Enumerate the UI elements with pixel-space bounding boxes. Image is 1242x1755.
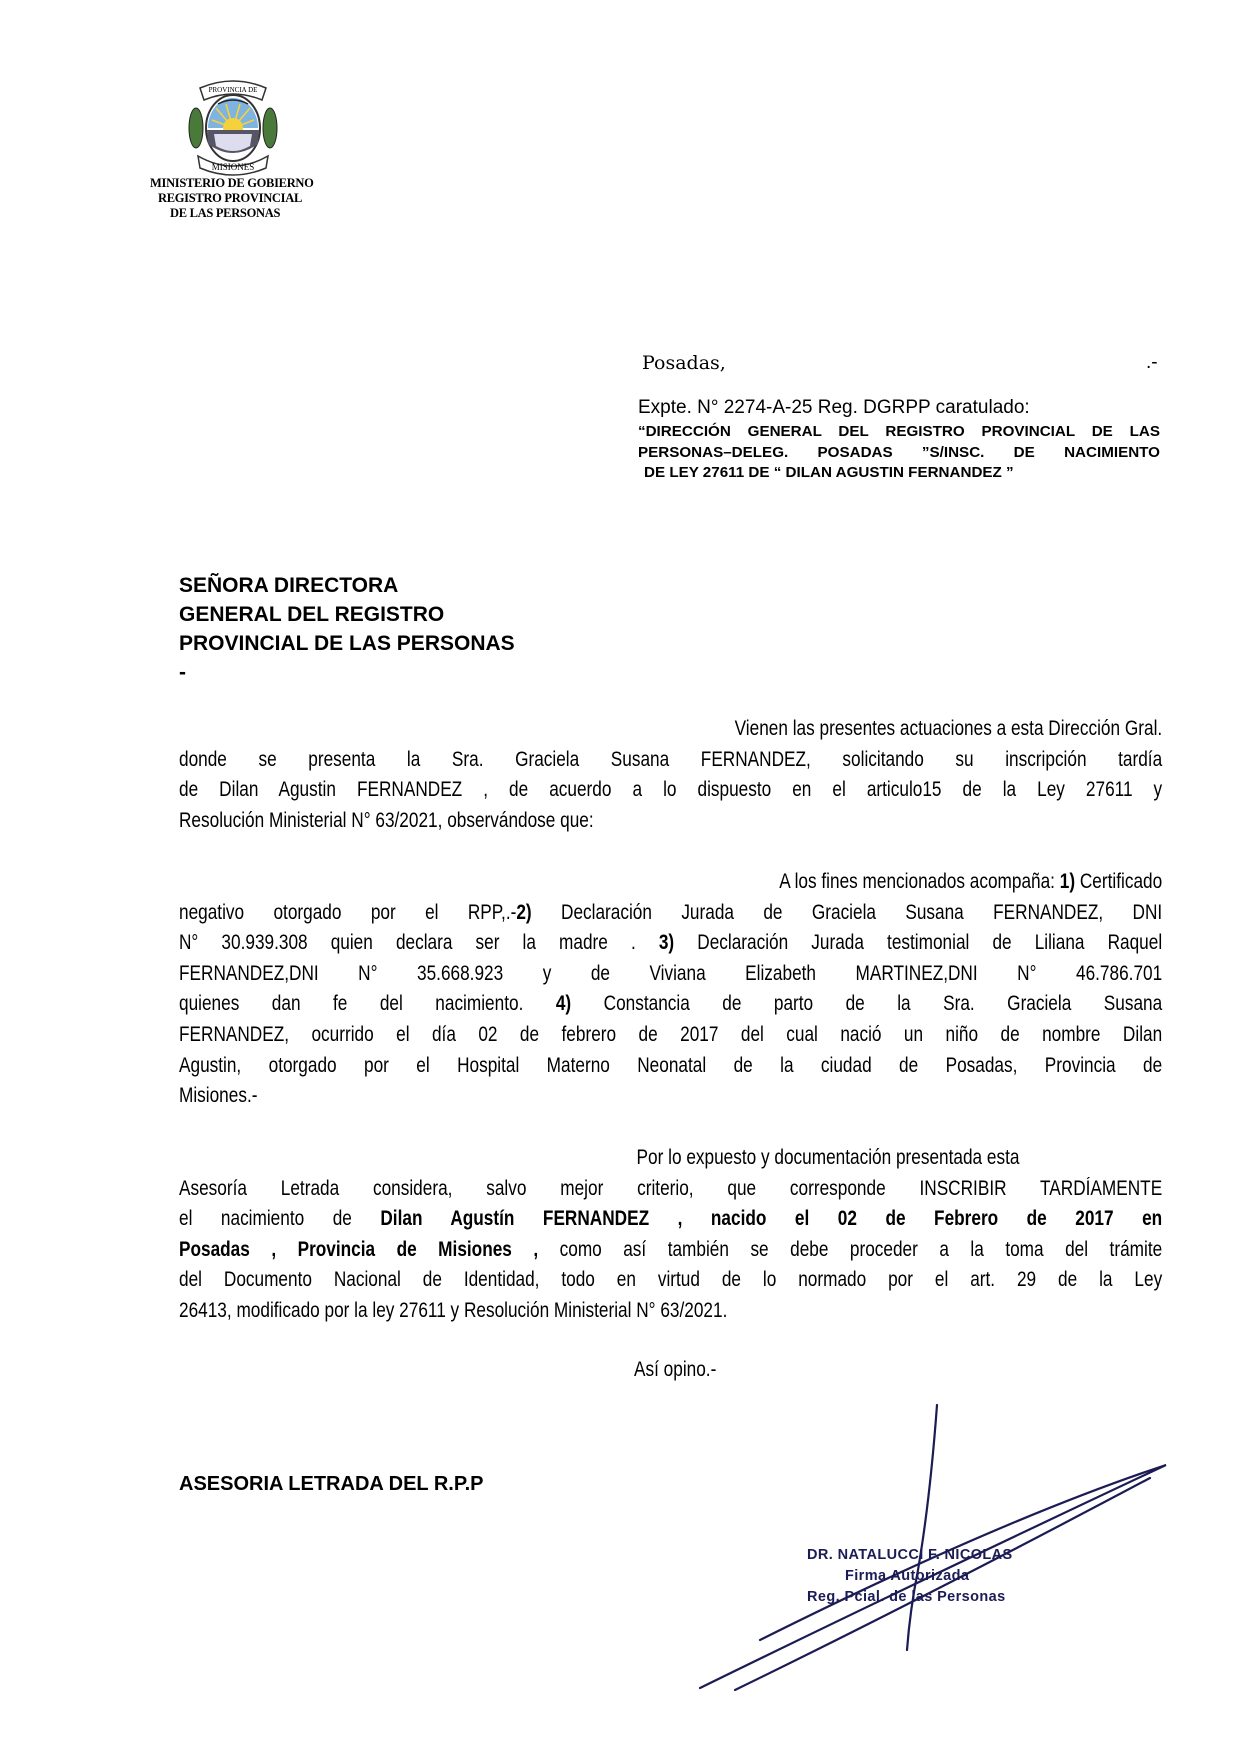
paragraph-line: del Documento Nacional de Identidad, todo en virtud de lo normado por el art. 29 de la Ley — [179, 1268, 1163, 1292]
item-number: 2) — [516, 900, 532, 924]
ministry-line: MINISTERIO DE GOBIERNO — [150, 176, 314, 190]
addressee-line: - — [179, 661, 186, 684]
text: N° 30.939.308 quien declara ser la madre . — [179, 931, 659, 955]
stamp-line: DR. NATALUCCI F. NICOLAS — [807, 1547, 1013, 1563]
text: quienes dan fe del nacimiento. — [179, 992, 556, 1016]
paragraph-line: Agustin, otorgado por el Hospital Materno Neonatal de la ciudad de Posadas, Provincia de — [179, 1053, 1163, 1077]
paragraph-2 — [179, 867, 1162, 1112]
caption-line: “DIRECCIÓN GENERAL DEL REGISTRO PROVINCIAL DE LAS — [638, 423, 1160, 440]
addressee-line: SEÑORA DIRECTORA — [179, 574, 399, 597]
stamp-line: Firma Autorizada — [845, 1568, 970, 1584]
file-caption — [638, 422, 1160, 484]
text: negativo otorgado por el RPP,.- — [179, 900, 517, 924]
paragraph-line: Por lo expuesto y documentación presentada esta — [636, 1146, 1020, 1169]
paragraph-line: Misiones.- — [179, 1084, 258, 1108]
file-number: Expte. N° 2274-A-25 Reg. DGRPP caratulado: — [638, 397, 1030, 418]
addressee-line: PROVINCIAL DE LAS PERSONAS — [179, 632, 515, 655]
seal-bottom-text: MISIONES — [211, 162, 255, 172]
text: Constancia de parto de la Sra. Graciela Susana — [571, 992, 1163, 1016]
paragraph-line: Resolución Ministerial N° 63/2021, observándose que: — [179, 808, 594, 832]
paragraph-line: Asesoría Letrada considera, salvo mejor criterio, que corresponde INSCRIBIR TARDÍAMENTE — [179, 1176, 1163, 1200]
text: el nacimiento de — [179, 1207, 381, 1231]
caption-line: PERSONAS–DELEG. POSADAS ”S/INSC. DE NACIMIENTO — [638, 443, 1160, 461]
paragraph-line — [179, 989, 1162, 1020]
paragraph-line: donde se presenta la Sra. Graciela Susana FERNANDEZ, solicitando su inscripción tardía — [179, 747, 1163, 771]
addressee-line: GENERAL DEL REGISTRO — [179, 603, 445, 626]
item-number: 1) — [1059, 870, 1076, 893]
paragraph-line — [179, 1235, 1162, 1266]
text: A los fines mencionados acompaña: — [779, 870, 1060, 893]
seal-top-text: PROVINCIA DE — [208, 86, 258, 94]
place-date: Posadas, — [642, 352, 726, 374]
paragraph-1 — [179, 714, 1162, 836]
ministry-header — [150, 176, 314, 221]
paragraph-line: 26413, modificado por la ley 27611 y Resolución Ministerial N° 63/2021. — [179, 1298, 728, 1322]
paragraph-line: FERNANDEZ, ocurrido el día 02 de febrero de 2017 del cual nació un niño de nombre Dilan — [179, 1022, 1163, 1046]
paragraph-line — [179, 898, 1162, 929]
item-number: 3) — [658, 931, 675, 955]
signature-stamp — [807, 1545, 1013, 1608]
closing: Así opino.- — [634, 1358, 717, 1381]
place-date-end: .- — [1146, 352, 1158, 373]
bold-text: Dilan Agustín FERNANDEZ , nacido el 02 de Febrero de 2017 en — [380, 1207, 1163, 1231]
signatory: ASESORIA LETRADA DEL R.P.P — [179, 1473, 484, 1495]
paragraph-3 — [179, 1143, 1162, 1327]
addressee — [179, 571, 515, 687]
paragraph-line — [179, 928, 1162, 959]
ministry-line: REGISTRO PROVINCIAL — [158, 191, 302, 205]
paragraph-line: Vienen las presentes actuaciones a esta Dirección Gral. — [734, 717, 1163, 740]
text: Certificado — [1075, 870, 1163, 893]
paragraph-line — [179, 1204, 1162, 1235]
caption-line: DE LEY 27611 DE “ DILAN AGUSTIN FERNANDEZ ” — [644, 464, 1014, 481]
paragraph-line: FERNANDEZ,DNI N° 35.668.923 y de Viviana Elizabeth MARTINEZ,DNI N° 46.786.701 — [179, 961, 1163, 985]
item-number: 4) — [555, 992, 572, 1016]
text: Declaración Jurada testimonial de Liliana Raquel — [674, 931, 1163, 955]
stamp-line: Reg. Pcial. de las Personas — [807, 1589, 1006, 1605]
bold-text: Posadas , Provincia de Misiones , — [179, 1237, 539, 1261]
provincial-seal-logo — [186, 78, 280, 176]
paragraph-line: de Dilan Agustin FERNANDEZ , de acuerdo a lo dispuesto en el articulo15 de la Ley 27611 y — [179, 778, 1163, 802]
text: Declaración Jurada de Graciela Susana FERNANDEZ, DNI — [531, 900, 1163, 924]
text: como así también se debe proceder a la toma del trámite — [538, 1237, 1163, 1261]
ministry-line: DE LAS PERSONAS — [170, 206, 281, 220]
paragraph-line — [179, 867, 1162, 898]
